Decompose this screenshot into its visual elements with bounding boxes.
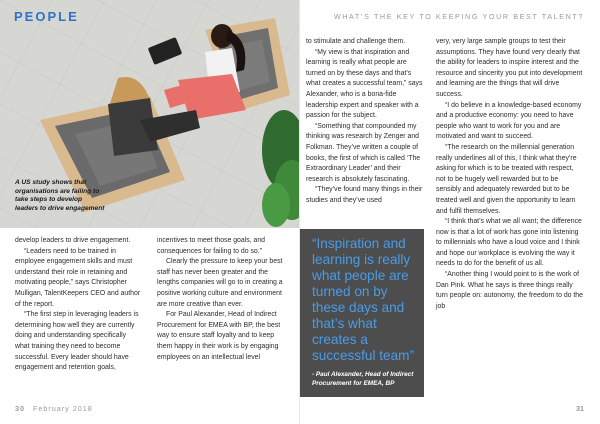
photo-caption: A US study shows that organisations are failing to take steps to develop leaders to drive engagement: [15, 179, 105, 212]
office-photo: [0, 0, 300, 228]
right-column-1: [306, 37, 424, 207]
plant: [262, 110, 300, 227]
issue-date: February 2018: [33, 404, 93, 413]
paragraph: incentives to meet those goals, and consequences for failing to do so.”: [157, 237, 266, 255]
paragraph: develop leaders to drive engagement.: [15, 237, 131, 244]
left-folio: [15, 404, 93, 413]
pull-quote-attribution: - Paul Alexander, Head of Indirect Procurement for EMEA, BP: [312, 371, 414, 387]
paragraph: “My view is that inspiration and learning is really what people are turned on by these days and that’s what creates a successful team,” says Alexander, who is a bona-fide leadership expert and speaker with a passion for the subject.: [306, 48, 423, 120]
page-number: 30: [15, 404, 25, 413]
paragraph: “Leaders need to be trained in employee engagement skills and must understand their role in retaining and motivating people,” says Christopher Mulligan, TalentKeepers CEO and author of the report.: [15, 247, 141, 308]
paragraph: “I do believe in a knowledge-based economy and a productive economy: you need to have people who want to work for you and are motivated and want to succeed.: [436, 101, 582, 141]
paragraph: “Another thing I would point to is the work of Dan Pink. What he says is three things really turn people on: autonomy, the freedom to do the job: [436, 271, 583, 310]
running-head: WHAT’S THE KEY TO KEEPING YOUR BEST TALENT?: [333, 12, 584, 21]
pull-quote-box: [300, 229, 424, 397]
left-column-1: [15, 236, 141, 374]
paragraph: Clearly the pressure to keep your best staff has never been greater and the lengths companies will go to in creating a positive working culture and environment are more creative than ever.: [157, 258, 283, 308]
paragraph: “They’ve found many things in their studies and they’ve used: [306, 186, 423, 204]
paragraph: “Something that compounded my thinking was research by Zenger and Folkman. They’ve written a couple of books, the first of which is called ‘The Extraordinary Leader’ and their research is absolutely fascinating.: [306, 122, 421, 183]
paragraph: to stimulate and challenge them.: [306, 38, 406, 45]
paragraph: “The first step in leveraging leaders is determining how well they are currently doing and understanding specifically what training they need to become successful. Every leader should have engagement and retention goals,: [15, 311, 139, 372]
paragraph: “I think that’s what we all want; the difference now is that a lot of work has gone into listening to millennials who have a loud voice and I think and hope our workplace is evolving the way it needs to do for the benefit of us all.: [436, 218, 582, 268]
right-column-2: [436, 37, 584, 312]
right-page-number: 31: [576, 404, 584, 413]
paragraph: “The research on the millennial generation really underlines all of this, I think what they’re asking for which is to be treated with respect, not to be hugely well rewarded but to be sensibly and adequately rewarded but to be treated well and given the opportunity to learn and fulfil themselves.: [436, 143, 577, 215]
section-title: PEOPLE: [14, 9, 79, 24]
paragraph: For Paul Alexander, Head of Indirect Procurement for EMEA with BP, the best way to ensure staff loyalty and to keep them happy in their work is by engaging employees on an intellectual level: [157, 311, 281, 361]
pull-quote-text: “Inspiration and learning is really what people are turned on by these days and that’s what creates a successful team”: [312, 236, 414, 363]
paragraph: very, very large sample groups to test their assumptions. They have found very clearly that the ability for leaders to inspire interest and the resource and sincerity you put into development and learning are the things that will drive success.: [436, 38, 583, 98]
left-column-2: [157, 236, 287, 363]
